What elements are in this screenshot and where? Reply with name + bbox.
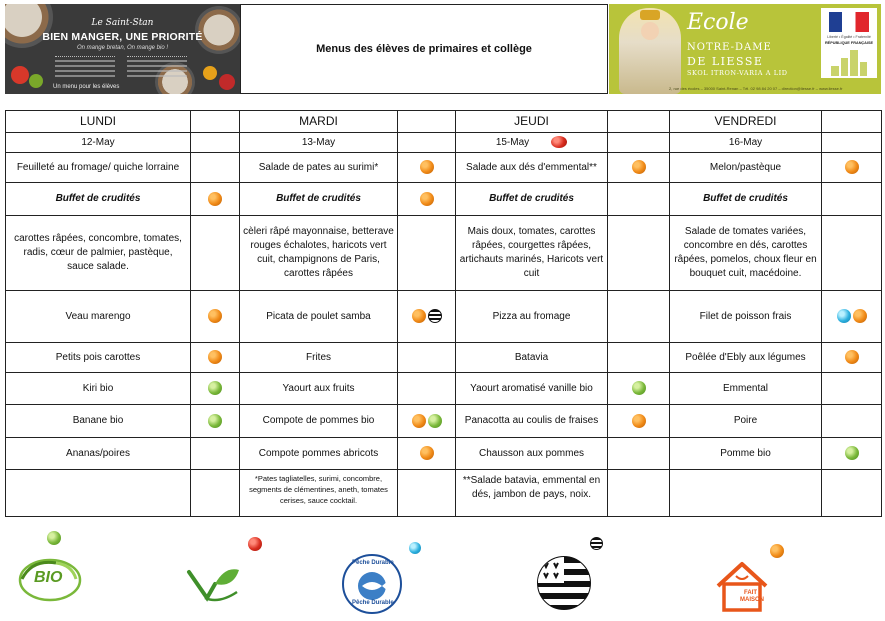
label-tags xyxy=(191,183,240,216)
label-tags xyxy=(608,153,670,183)
label-tags xyxy=(191,216,240,291)
note-tag-cell xyxy=(822,470,882,517)
school-name-line1: NOTRE-DAME xyxy=(687,42,772,53)
label-tags xyxy=(398,373,456,405)
menu-item: Buffet de crudités xyxy=(6,183,191,216)
menu-item: Petits pois carottes xyxy=(6,343,191,373)
fait-label: FAIT xyxy=(744,590,757,596)
restaurant-banner xyxy=(5,4,240,94)
slogan: BIEN MANGER, UNE PRIORITÉ xyxy=(42,31,203,43)
menu-item: cèleri râpé mayonnaise, betterave rouges échalotes, haricots vert cuit, champignons de Paris, carottes râpées xyxy=(240,216,398,291)
restaurant-logo: Le Saint-Stan xyxy=(91,18,154,28)
note-cell-empty xyxy=(670,470,822,517)
label-tags xyxy=(822,153,882,183)
green-dot-icon xyxy=(845,446,859,460)
menu-item: Kiri bio xyxy=(6,373,191,405)
menu-item: Batavia xyxy=(456,343,608,373)
menu-item: Salade aux dés d'emmental** xyxy=(456,153,608,183)
ermine-icon xyxy=(538,557,564,583)
label-tags xyxy=(822,438,882,470)
menu-item: Banane bio xyxy=(6,405,191,438)
republique-logo xyxy=(821,8,877,78)
label-tags xyxy=(608,216,670,291)
label-tags xyxy=(822,343,882,373)
school-ecole: Ecole xyxy=(687,10,749,35)
orange-dot-icon xyxy=(853,309,867,323)
vegetarian-leaf-icon xyxy=(185,560,241,604)
peche-label-top: Pêche Durable xyxy=(352,560,394,566)
red-dot-icon xyxy=(248,537,262,551)
menu-item: Compote pommes abricots xyxy=(240,438,398,470)
menu-item: Compote de pommes bio xyxy=(240,405,398,438)
label-tags xyxy=(398,291,456,343)
bio-label: BIO xyxy=(34,569,63,586)
day-tag-cell xyxy=(398,133,456,153)
day-date xyxy=(240,133,398,153)
tomato-image xyxy=(11,66,29,84)
peche-label-bottom: Pêche Durable xyxy=(352,600,394,606)
label-tags xyxy=(398,216,456,291)
menu-item: Salade de tomates variées, concombre en dés, carottes râpées, pomelos, choux fleur en bouquet cuit, macédoine. xyxy=(670,216,822,291)
menu-item: carottes râpées, concombre, tomates, radis, cœur de palmier, pastèque, sauce salade. xyxy=(6,216,191,291)
day-date-label: 12-May xyxy=(81,136,115,148)
menu-item: Chausson aux pommes xyxy=(456,438,608,470)
house-icon xyxy=(714,560,770,614)
label-tags xyxy=(822,373,882,405)
menu-item: Veau marengo xyxy=(6,291,191,343)
breton-flag-dot-icon xyxy=(590,537,603,550)
orange-dot-icon xyxy=(208,309,222,323)
label-tags xyxy=(191,438,240,470)
maison-label: MAISON xyxy=(740,597,764,603)
peche-durable-logo xyxy=(342,554,402,614)
bar-graphic xyxy=(831,50,867,76)
orange-dot-icon xyxy=(632,414,646,428)
day-name: VENDREDI xyxy=(670,111,822,133)
menu-item: Buffet de crudités xyxy=(456,183,608,216)
menu-item: Poire xyxy=(670,405,822,438)
bio-logo xyxy=(16,553,84,603)
menu-item: Emmental xyxy=(670,373,822,405)
day-tag-cell xyxy=(191,133,240,153)
ermine-canton xyxy=(538,557,564,583)
day-date xyxy=(670,133,822,153)
note-tag-cell xyxy=(608,470,670,517)
french-flag-icon xyxy=(829,12,869,32)
label-tags xyxy=(398,153,456,183)
label-tags xyxy=(398,343,456,373)
label-tags xyxy=(822,183,882,216)
red-dot-icon xyxy=(551,136,567,148)
school-name-line2: DE LIESSE xyxy=(687,55,764,68)
note-tag-cell xyxy=(398,470,456,517)
tomato-image xyxy=(219,74,235,90)
note-mardi: *Pates tagliatelles, surimi, concombre, segments de clémentines, aneth, tomates cerises, sauce cocktail. xyxy=(240,470,398,517)
day-tag-cell xyxy=(608,111,670,133)
pepper-image xyxy=(203,66,217,80)
fine-print xyxy=(127,56,187,84)
menu-item: Poêlée d'Ebly aux légumes xyxy=(670,343,822,373)
menu-item: Mais doux, tomates, carottes râpées, courgettes râpées, artichauts marinés, Haricots vert cuit xyxy=(456,216,608,291)
green-dot-icon xyxy=(208,414,222,428)
green-dot-icon xyxy=(428,414,442,428)
orange-dot-icon xyxy=(845,350,859,364)
vegetarian-logo xyxy=(185,560,241,604)
menu-item: Yaourt aromatisé vanille bio xyxy=(456,373,608,405)
menu-item: Yaourt aux fruits xyxy=(240,373,398,405)
note-cell-empty xyxy=(6,470,191,517)
label-tags xyxy=(191,405,240,438)
menu-item: Salade de pates au surimi* xyxy=(240,153,398,183)
green-dot-icon xyxy=(208,381,222,395)
orange-dot-icon xyxy=(208,192,222,206)
menu-item: Panacotta au coulis de fraises xyxy=(456,405,608,438)
label-tags xyxy=(191,291,240,343)
page-title: Menus des élèves de primaires et collège xyxy=(240,4,608,94)
menu-item: Melon/pastèque xyxy=(670,153,822,183)
day-date xyxy=(6,133,191,153)
label-tags xyxy=(608,291,670,343)
label-tags xyxy=(398,438,456,470)
madonna-statue-image xyxy=(619,8,681,94)
day-name: MARDI xyxy=(240,111,398,133)
menu-item: Buffet de crudités xyxy=(670,183,822,216)
day-name: LUNDI xyxy=(6,111,191,133)
school-banner xyxy=(609,4,881,94)
label-tags xyxy=(608,438,670,470)
menu-table xyxy=(5,110,882,517)
menu-item: Picata de poulet samba xyxy=(240,291,398,343)
label-tags xyxy=(191,373,240,405)
label-tags xyxy=(822,291,882,343)
menu-item: Pomme bio xyxy=(670,438,822,470)
note-tag-cell xyxy=(191,470,240,517)
orange-dot-icon xyxy=(420,160,434,174)
orange-dot-icon xyxy=(632,160,646,174)
menu-item: Frites xyxy=(240,343,398,373)
menu-item: Filet de poisson frais xyxy=(670,291,822,343)
orange-dot-icon xyxy=(420,446,434,460)
rf-motto: Liberté • Égalité • Fraternité xyxy=(827,35,871,39)
orange-dot-icon xyxy=(208,350,222,364)
day-tag-cell xyxy=(822,133,882,153)
menu-item: Ananas/poires xyxy=(6,438,191,470)
label-tags xyxy=(608,183,670,216)
fine-print xyxy=(55,56,115,84)
day-tag-cell xyxy=(191,111,240,133)
orange-dot-icon xyxy=(845,160,859,174)
breton-flag-dot-icon xyxy=(428,309,442,323)
day-tag-cell xyxy=(822,111,882,133)
label-tags xyxy=(822,405,882,438)
vegetable-image xyxy=(29,74,43,88)
orange-dot-icon xyxy=(412,414,426,428)
banner-footer: Un menu pour les élèves xyxy=(53,84,120,90)
label-tags xyxy=(191,343,240,373)
label-tags xyxy=(822,216,882,291)
school-name-breton: SKOL ITRON-VARIA A LID xyxy=(687,69,788,77)
orange-dot-icon xyxy=(420,192,434,206)
day-date-label: 16-May xyxy=(728,136,763,148)
day-date xyxy=(456,133,608,153)
rf-name: RÉPUBLIQUE FRANÇAISE xyxy=(824,41,874,45)
day-date-label: 15-May xyxy=(495,136,530,148)
menu-item: Pizza au fromage xyxy=(456,291,608,343)
label-tags xyxy=(608,405,670,438)
day-tag-cell xyxy=(398,111,456,133)
breton-flag-logo xyxy=(537,556,591,610)
note-jeudi: **Salade batavia, emmental en dés, jambon de pays, noix. xyxy=(456,470,608,517)
green-dot-icon xyxy=(47,531,61,545)
school-address: 2, rue des écoles – 35000 Saint-Renan – Tél. 02 98 84 20 07 – direction@liesse.fr – www.liesse.fr xyxy=(669,86,843,91)
label-tags xyxy=(398,183,456,216)
tagline: On mange bretan, On mange bio ! xyxy=(76,45,169,51)
orange-dot-icon xyxy=(412,309,426,323)
orange-dot-icon xyxy=(770,544,784,558)
label-tags xyxy=(191,153,240,183)
blue-dot-icon xyxy=(409,542,421,554)
green-dot-icon xyxy=(632,381,646,395)
fait-maison-logo xyxy=(714,560,770,614)
day-date-label: 13-May xyxy=(301,136,336,148)
label-tags xyxy=(398,405,456,438)
label-tags xyxy=(608,373,670,405)
label-tags xyxy=(608,343,670,373)
blue-dot-icon xyxy=(837,309,851,323)
day-tag-cell xyxy=(608,133,670,153)
day-name: JEUDI xyxy=(456,111,608,133)
menu-item: Buffet de crudités xyxy=(240,183,398,216)
menu-item: Feuilleté au fromage/ quiche lorraine xyxy=(6,153,191,183)
